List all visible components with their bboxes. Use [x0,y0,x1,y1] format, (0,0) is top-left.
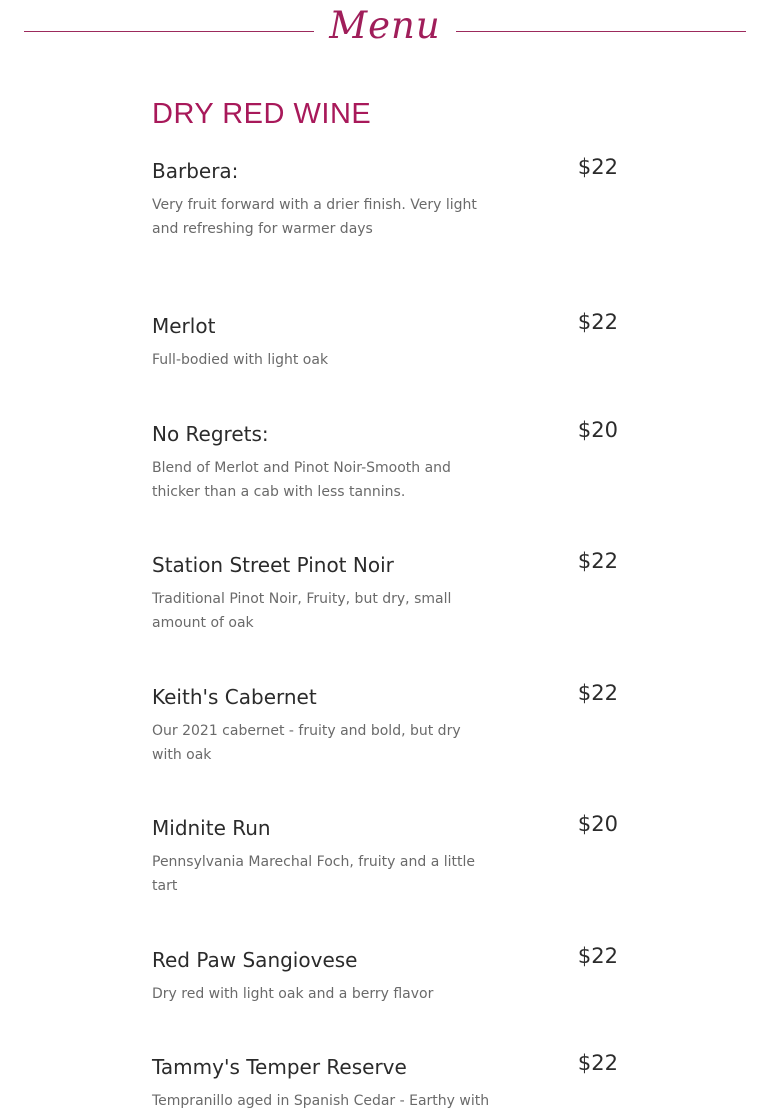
item-description: Pennsylvania Marechal Foch, fruity and a little tart [152,854,475,894]
item-description: Blend of Merlot and Pinot Noir-Smooth and thicker than a cab with less tannins. [152,460,451,500]
item-name: Merlot [152,314,216,338]
header-divider-left [24,31,314,32]
item-name: Tammy's Temper Reserve [152,1055,407,1079]
item-name: Midnite Run [152,816,271,840]
item-name: Barbera: [152,159,239,183]
item-price: $22 [577,944,618,968]
item-price: $22 [577,1051,618,1075]
menu-header [0,0,770,60]
item-description: Our 2021 cabernet - fruity and bold, but dry with oak [152,723,461,763]
item-price: $20 [577,418,618,442]
item-name: Red Paw Sangiovese [152,948,358,972]
header-divider-right [456,31,746,32]
item-price: $22 [577,681,618,705]
item-price: $22 [577,155,618,179]
item-description: Very fruit forward with a drier finish. Very light and refreshing for warmer days [152,197,477,237]
item-price: $20 [577,812,618,836]
item-name: No Regrets: [152,422,269,446]
item-price: $22 [577,310,618,334]
item-description: Tempranillo aged in Spanish Cedar - Earthy with [152,1093,490,1109]
item-description: Traditional Pinot Noir, Fruity, but dry, small amount of oak [152,591,452,631]
item-price: $22 [577,549,618,573]
item-name: Station Street Pinot Noir [152,553,394,577]
item-description: Full-bodied with light oak [152,352,329,368]
menu-title: Menu [329,4,441,47]
section-title: DRY RED WINE [152,98,372,130]
item-description: Dry red with light oak and a berry flavor [152,986,434,1002]
item-name: Keith's Cabernet [152,685,317,709]
